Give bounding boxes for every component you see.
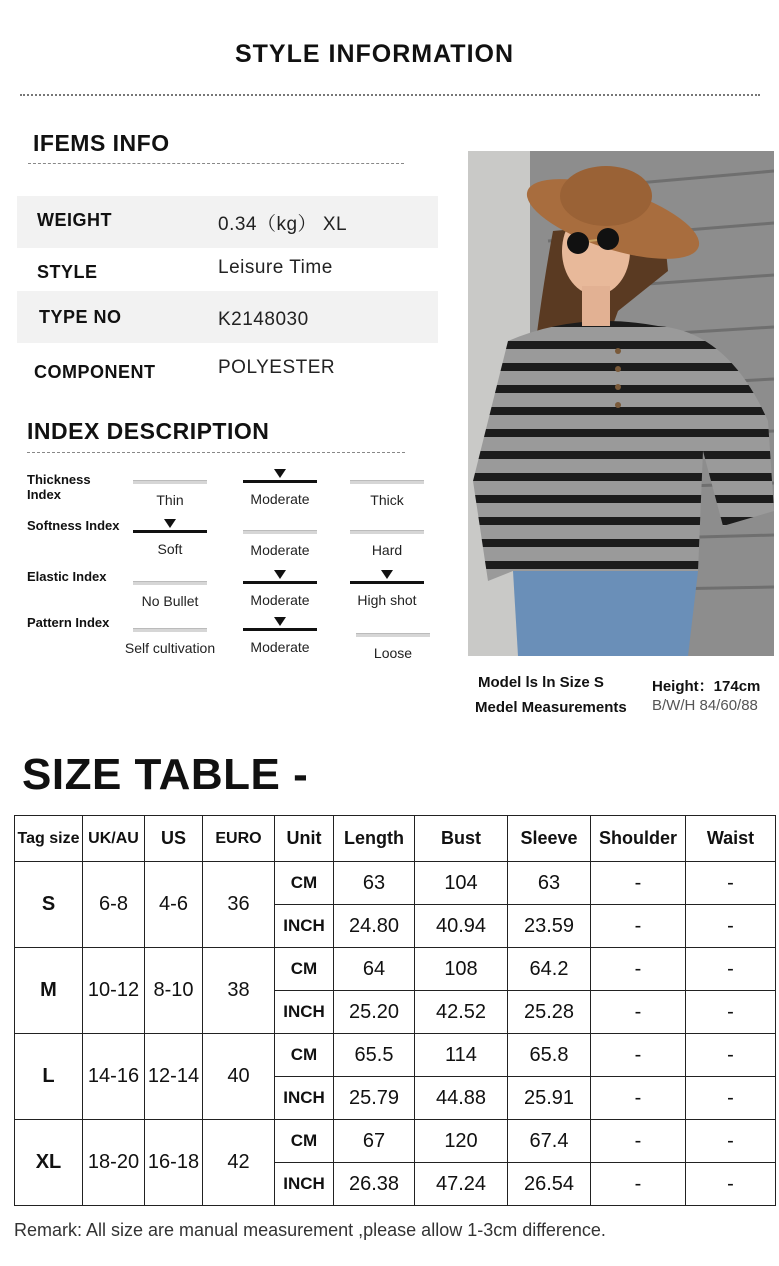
index-option-label: Soft bbox=[157, 541, 183, 557]
index-option bbox=[133, 480, 207, 508]
index-option bbox=[356, 633, 430, 661]
column-header: Shoulder bbox=[591, 816, 686, 862]
shoulder-cell: - bbox=[591, 991, 686, 1034]
size-table-title: SIZE TABLE - bbox=[22, 750, 309, 799]
bust-cell: 108 bbox=[415, 948, 508, 991]
info-row-type-no bbox=[17, 291, 438, 343]
table-header-row bbox=[15, 816, 776, 862]
bust-cell: 104 bbox=[415, 862, 508, 905]
index-option-label: Hard bbox=[371, 542, 403, 558]
length-cell: 25.20 bbox=[334, 991, 415, 1034]
unit-cell: CM bbox=[275, 1034, 334, 1077]
index-option-selected bbox=[243, 581, 317, 608]
size-table bbox=[14, 815, 776, 1206]
euro-cell: 42 bbox=[203, 1120, 275, 1206]
unit-cell: CM bbox=[275, 1120, 334, 1163]
index-bar bbox=[133, 530, 207, 533]
table-row bbox=[15, 862, 776, 905]
sleeve-cell: 63 bbox=[508, 862, 591, 905]
euro-cell: 38 bbox=[203, 948, 275, 1034]
column-header: Sleeve bbox=[508, 816, 591, 862]
title-divider bbox=[20, 94, 760, 96]
model-height: Height：174cm bbox=[652, 678, 761, 695]
index-option-selected bbox=[350, 581, 424, 608]
column-header: Unit bbox=[275, 816, 334, 862]
shoulder-cell: - bbox=[591, 1163, 686, 1206]
items-info-divider bbox=[28, 163, 404, 164]
index-bar bbox=[350, 480, 424, 484]
tag-size-cell: L bbox=[15, 1034, 83, 1120]
sleeve-cell: 25.28 bbox=[508, 991, 591, 1034]
uk-au-cell: 10-12 bbox=[83, 948, 145, 1034]
unit-cell: INCH bbox=[275, 1077, 334, 1120]
unit-cell: INCH bbox=[275, 905, 334, 948]
info-row-weight bbox=[17, 196, 438, 248]
column-header: US bbox=[145, 816, 203, 862]
column-header: UK/AU bbox=[83, 816, 145, 862]
uk-au-cell: 6-8 bbox=[83, 862, 145, 948]
info-label: TYPE NO bbox=[39, 307, 122, 327]
index-option-label: Moderate bbox=[250, 542, 310, 558]
index-bar bbox=[243, 480, 317, 483]
length-cell: 63 bbox=[334, 862, 415, 905]
index-option-label: Self cultivation bbox=[124, 640, 216, 656]
table-row bbox=[15, 948, 776, 991]
index-bar bbox=[243, 530, 317, 534]
index-option-label: Thin bbox=[156, 492, 184, 508]
length-cell: 65.5 bbox=[334, 1034, 415, 1077]
waist-cell: - bbox=[686, 905, 776, 948]
info-label: WEIGHT bbox=[37, 210, 112, 230]
index-bar bbox=[356, 633, 430, 637]
bust-cell: 40.94 bbox=[415, 905, 508, 948]
uk-au-cell: 14-16 bbox=[83, 1034, 145, 1120]
waist-cell: - bbox=[686, 1077, 776, 1120]
tag-size-cell: M bbox=[15, 948, 83, 1034]
sleeve-cell: 64.2 bbox=[508, 948, 591, 991]
info-row-component bbox=[17, 346, 438, 398]
index-bar bbox=[133, 480, 207, 484]
index-bar bbox=[243, 581, 317, 584]
waist-cell: - bbox=[686, 1120, 776, 1163]
length-cell: 25.79 bbox=[334, 1077, 415, 1120]
remark-text: Remark: All size are manual measurement ,please allow 1-3cm difference. bbox=[14, 1220, 606, 1240]
info-value: Leisure Time bbox=[218, 257, 333, 278]
index-bar bbox=[133, 628, 207, 632]
index-option bbox=[133, 581, 207, 609]
waist-cell: - bbox=[686, 948, 776, 991]
length-cell: 67 bbox=[334, 1120, 415, 1163]
length-cell: 64 bbox=[334, 948, 415, 991]
selected-marker-icon bbox=[381, 570, 393, 579]
index-label-softness: Softness Index bbox=[27, 518, 120, 533]
shoulder-cell: - bbox=[591, 862, 686, 905]
sleeve-cell: 23.59 bbox=[508, 905, 591, 948]
bust-cell: 47.24 bbox=[415, 1163, 508, 1206]
bust-cell: 44.88 bbox=[415, 1077, 508, 1120]
bust-cell: 120 bbox=[415, 1120, 508, 1163]
waist-cell: - bbox=[686, 991, 776, 1034]
info-label: COMPONENT bbox=[34, 362, 156, 382]
column-header: Waist bbox=[686, 816, 776, 862]
length-cell: 26.38 bbox=[334, 1163, 415, 1206]
sleeve-cell: 25.91 bbox=[508, 1077, 591, 1120]
unit-cell: CM bbox=[275, 948, 334, 991]
index-label-thickness: Thickness Index bbox=[27, 472, 91, 502]
items-info-heading: IFEMS INFO bbox=[33, 130, 170, 156]
index-option bbox=[243, 530, 317, 558]
length-cell: 24.80 bbox=[334, 905, 415, 948]
tag-size-cell: S bbox=[15, 862, 83, 948]
index-option-label: Moderate bbox=[250, 491, 310, 507]
info-value: 0.34（kg） XL bbox=[218, 214, 348, 235]
us-cell: 16-18 bbox=[145, 1120, 203, 1206]
sleeve-cell: 65.8 bbox=[508, 1034, 591, 1077]
selected-marker-icon bbox=[274, 570, 286, 579]
info-value: POLYESTER bbox=[218, 357, 336, 378]
column-header: Bust bbox=[415, 816, 508, 862]
index-label-elastic: Elastic Index bbox=[27, 569, 107, 584]
shoulder-cell: - bbox=[591, 905, 686, 948]
index-option-selected bbox=[133, 530, 207, 557]
index-option-selected bbox=[243, 628, 317, 655]
shoulder-cell: - bbox=[591, 948, 686, 991]
tag-size-cell: XL bbox=[15, 1120, 83, 1206]
index-description-divider bbox=[27, 452, 405, 453]
model-size-text: Model ls ln Size S bbox=[478, 674, 604, 691]
unit-cell: CM bbox=[275, 862, 334, 905]
column-header: Length bbox=[334, 816, 415, 862]
bust-cell: 114 bbox=[415, 1034, 508, 1077]
shoulder-cell: - bbox=[591, 1034, 686, 1077]
index-option bbox=[124, 628, 216, 656]
index-option bbox=[350, 530, 424, 558]
us-cell: 4-6 bbox=[145, 862, 203, 948]
page-title: STYLE INFORMATION bbox=[234, 40, 515, 68]
uk-au-cell: 18-20 bbox=[83, 1120, 145, 1206]
table-row bbox=[15, 1034, 776, 1077]
sleeve-cell: 67.4 bbox=[508, 1120, 591, 1163]
index-option-label: Moderate bbox=[250, 592, 310, 608]
index-option-label: Thick bbox=[370, 492, 404, 508]
index-option-label: Loose bbox=[373, 645, 413, 661]
column-header: Tag size bbox=[15, 816, 83, 862]
table-row bbox=[15, 1120, 776, 1163]
index-option bbox=[350, 480, 424, 508]
sleeve-cell: 26.54 bbox=[508, 1163, 591, 1206]
selected-marker-icon bbox=[274, 617, 286, 626]
info-label: STYLE bbox=[37, 262, 98, 282]
index-option-label: Moderate bbox=[250, 639, 310, 655]
index-option-selected bbox=[243, 480, 317, 507]
euro-cell: 40 bbox=[203, 1034, 275, 1120]
unit-cell: INCH bbox=[275, 991, 334, 1034]
us-cell: 12-14 bbox=[145, 1034, 203, 1120]
selected-marker-icon bbox=[274, 469, 286, 478]
index-description-heading: INDEX DESCRIPTION bbox=[27, 418, 270, 444]
index-bar bbox=[350, 530, 424, 534]
shoulder-cell: - bbox=[591, 1120, 686, 1163]
model-photo bbox=[468, 151, 774, 656]
unit-cell: INCH bbox=[275, 1163, 334, 1206]
waist-cell: - bbox=[686, 862, 776, 905]
index-bar bbox=[243, 628, 317, 631]
waist-cell: - bbox=[686, 1034, 776, 1077]
index-option-label: No Bullet bbox=[141, 593, 199, 609]
model-illustration bbox=[468, 151, 774, 656]
model-measure-label: Medel Measurements bbox=[475, 699, 627, 716]
index-bar bbox=[350, 581, 424, 584]
us-cell: 8-10 bbox=[145, 948, 203, 1034]
index-option-label: High shot bbox=[357, 592, 417, 608]
model-bwh: B/W/H 84/60/88 bbox=[652, 697, 758, 714]
column-header: EURO bbox=[203, 816, 275, 862]
euro-cell: 36 bbox=[203, 862, 275, 948]
waist-cell: - bbox=[686, 1163, 776, 1206]
selected-marker-icon bbox=[164, 519, 176, 528]
info-value: K2148030 bbox=[218, 309, 309, 330]
shoulder-cell: - bbox=[591, 1077, 686, 1120]
index-label-pattern: Pattern Index bbox=[27, 615, 110, 630]
index-bar bbox=[133, 581, 207, 585]
bust-cell: 42.52 bbox=[415, 991, 508, 1034]
